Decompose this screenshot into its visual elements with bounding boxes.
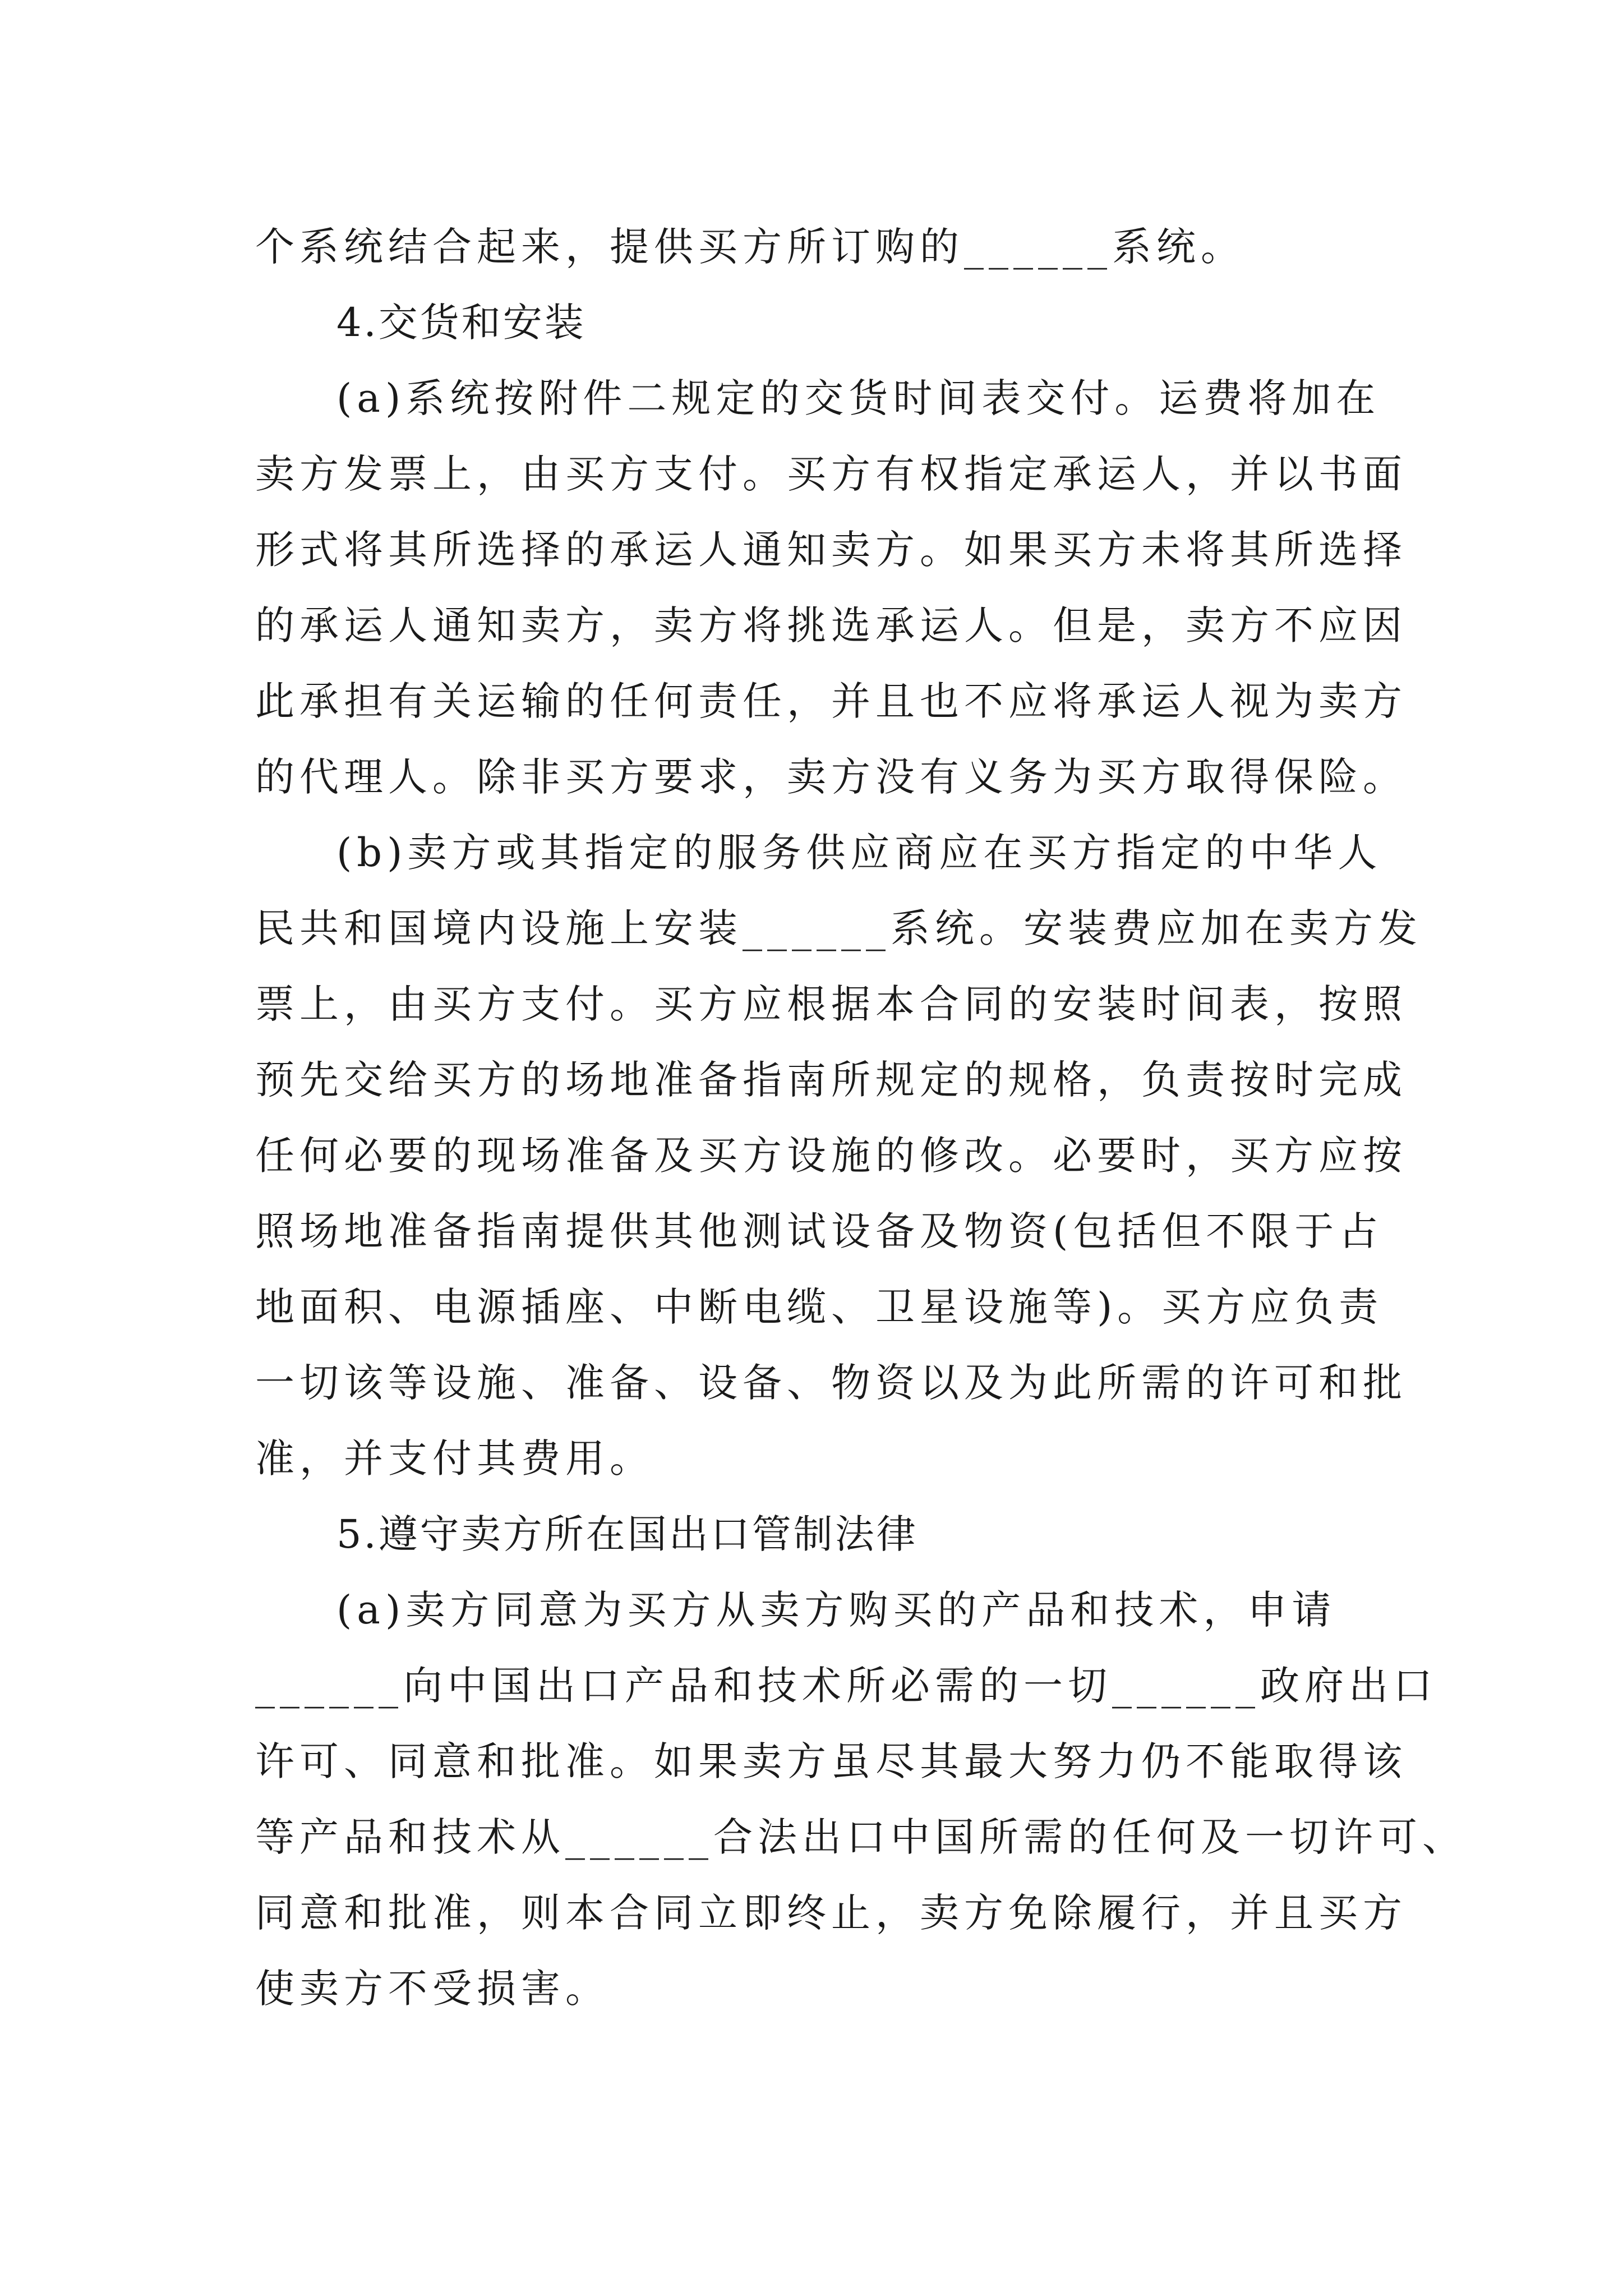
text-line: 同意和批准，则本合同立即终止，卖方免除履行，并且买方 (255, 1890, 1407, 1936)
text-line: 此承担有关运输的任何责任，并且也不应将承运人视为卖方 (255, 678, 1407, 724)
text-line: 预先交给买方的场地准备指南所规定的规格，负责按时完成 (255, 1057, 1407, 1103)
section-heading-4: 4.交货和安装 (336, 300, 586, 346)
text-line: 照场地准备指南提供其他测试设备及物资(包括但不限于占 (255, 1208, 1384, 1254)
text-line: 地面积、电源插座、中断电缆、卫星设施等)。买方应负责 (255, 1284, 1384, 1330)
text-line: 票上，由买方支付。买方应根据本合同的安装时间表，按照 (255, 981, 1407, 1027)
text-line: 民共和国境内设施上安装______系统。安装费应加在卖方发 (255, 905, 1422, 951)
section-heading-5: 5.遵守卖方所在国出口管制法律 (336, 1511, 918, 1557)
text-line: 形式将其所选择的承运人通知卖方。如果买方未将其所选择 (255, 527, 1407, 573)
text-line: (a)卖方同意为买方从卖方购买的产品和技术，申请 (336, 1587, 1336, 1633)
text-line: ______向中国出口产品和技术所必需的一切______政府出口 (255, 1663, 1437, 1709)
text-line: 任何必要的现场准备及买方设施的修改。必要时，买方应按 (255, 1133, 1407, 1179)
text-line: 一切该等设施、准备、设备、物资以及为此所需的许可和批 (255, 1360, 1407, 1406)
text-line: 等产品和技术从______合法出口中国所需的任何及一切许可、 (255, 1814, 1467, 1860)
text-line: (b)卖方或其指定的服务供应商应在买方指定的中华人 (336, 830, 1382, 876)
text-line: 许可、同意和批准。如果卖方虽尽其最大努力仍不能取得该 (255, 1738, 1407, 1784)
text-line: 准，并支付其费用。 (255, 1435, 654, 1481)
text-line: 卖方发票上，由买方支付。买方有权指定承运人，并以书面 (255, 451, 1407, 497)
text-line: 个系统结合起来，提供买方所订购的______系统。 (255, 224, 1245, 270)
text-line: 的代理人。除非买方要求，卖方没有义务为买方取得保险。 (255, 754, 1407, 800)
text-line: 的承运人通知卖方，卖方将挑选承运人。但是，卖方不应因 (255, 602, 1407, 648)
text-line: 使卖方不受损害。 (255, 1966, 610, 2012)
text-line: (a)系统按附件二规定的交货时间表交付。运费将加在 (336, 375, 1381, 421)
